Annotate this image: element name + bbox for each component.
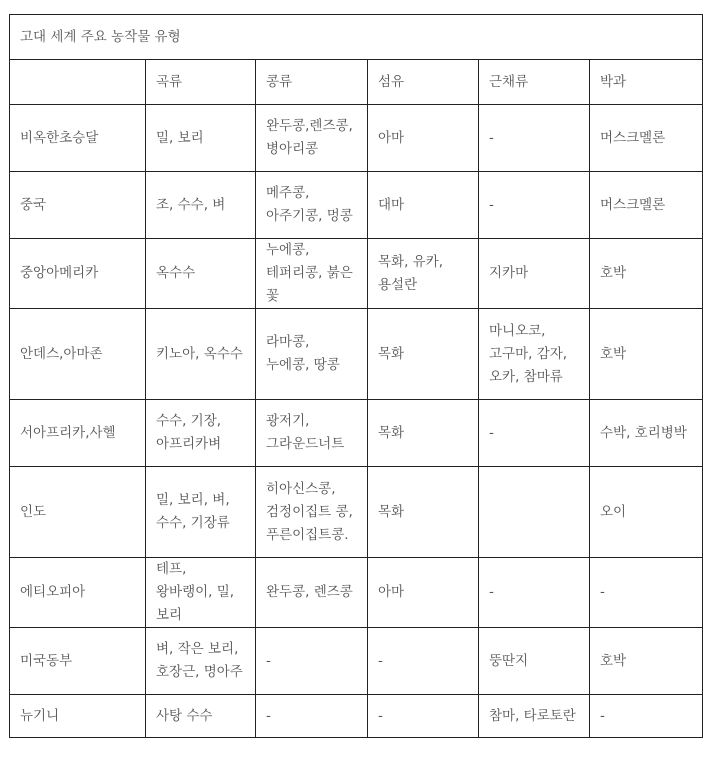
table-row [10,105,703,172]
table-row [10,695,703,738]
table-cell: 목화 [368,400,479,467]
table-row [10,400,703,467]
row-region-cell: 비옥한초승달 [10,105,146,172]
table-cell: 머스크멜론 [590,172,703,239]
header-cell-gourds: 박과 [590,60,703,105]
table-cell: 옥수수 [146,239,256,309]
table-cell: - [590,695,703,738]
header-cell-fibers: 섬유 [368,60,479,105]
table-cell: - [256,695,368,738]
table-cell: - [479,172,590,239]
table-cell: 누에콩, 테퍼리콩, 붉은 꽃 [256,239,368,309]
table-cell: 밀, 보리 [146,105,256,172]
table-cell: 아마 [368,105,479,172]
table-cell: 메주콩, 아주기콩, 멍콩 [256,172,368,239]
row-region-cell: 중국 [10,172,146,239]
table-cell: 목화, 유카, 용설란 [368,239,479,309]
header-cell-roots: 근채류 [479,60,590,105]
table-cell: 테프, 왕바랭이, 밀, 보리 [146,558,256,628]
table-cell: 조, 수수, 벼 [146,172,256,239]
table-cell [479,467,590,558]
table-cell: 히아신스콩, 검정이집트 콩, 푸른이집트콩. [256,467,368,558]
table-cell: 오이 [590,467,703,558]
table-row [10,309,703,400]
table-cell: - [368,695,479,738]
table-caption-row [10,15,703,60]
table-title: 고대 세계 주요 농작물 유형 [10,15,703,60]
row-region-cell: 중앙아메리카 [10,239,146,309]
row-region-cell: 에티오피아 [10,558,146,628]
table-cell: 대마 [368,172,479,239]
row-region-cell: 안데스,아마존 [10,309,146,400]
table-cell: 완두콩, 렌즈콩 [256,558,368,628]
table-cell: 광저기, 그라운드너트 [256,400,368,467]
row-region-cell: 인도 [10,467,146,558]
table-cell: - [368,628,479,695]
table-row [10,239,703,309]
table-cell: 참마, 타로토란 [479,695,590,738]
table-cell: - [590,558,703,628]
table-cell: 사탕 수수 [146,695,256,738]
table-cell: 아마 [368,558,479,628]
header-cell-grains: 곡류 [146,60,256,105]
table-cell: 완두콩,렌즈콩, 병아리콩 [256,105,368,172]
table-cell: 호박 [590,628,703,695]
header-cell-region [10,60,146,105]
table-cell: 뚱딴지 [479,628,590,695]
table-row [10,628,703,695]
table-cell: 머스크멜론 [590,105,703,172]
table-row [10,467,703,558]
table-cell: 목화 [368,309,479,400]
table-cell: - [479,105,590,172]
row-region-cell: 서아프리카,사헬 [10,400,146,467]
table-cell: 밀, 보리, 벼, 수수, 기장류 [146,467,256,558]
table-cell: 수박, 호리병박 [590,400,703,467]
table-cell: 지카마 [479,239,590,309]
table-cell: 벼, 작은 보리, 호장근, 명아주 [146,628,256,695]
table-cell: 목화 [368,467,479,558]
table-cell: 마니오코, 고구마, 감자, 오카, 참마류 [479,309,590,400]
row-region-cell: 뉴기니 [10,695,146,738]
table-cell: 호박 [590,239,703,309]
table-cell: 호박 [590,309,703,400]
table-cell: 키노아, 옥수수 [146,309,256,400]
table-cell: 라마콩, 누에콩, 땅콩 [256,309,368,400]
crop-table [9,14,703,738]
table-cell: - [256,628,368,695]
table-row [10,172,703,239]
header-cell-legumes: 콩류 [256,60,368,105]
table-row [10,558,703,628]
table-cell: 수수, 기장, 아프리카벼 [146,400,256,467]
table-cell: - [479,400,590,467]
table-header-row [10,60,703,105]
table-cell: - [479,558,590,628]
row-region-cell: 미국동부 [10,628,146,695]
